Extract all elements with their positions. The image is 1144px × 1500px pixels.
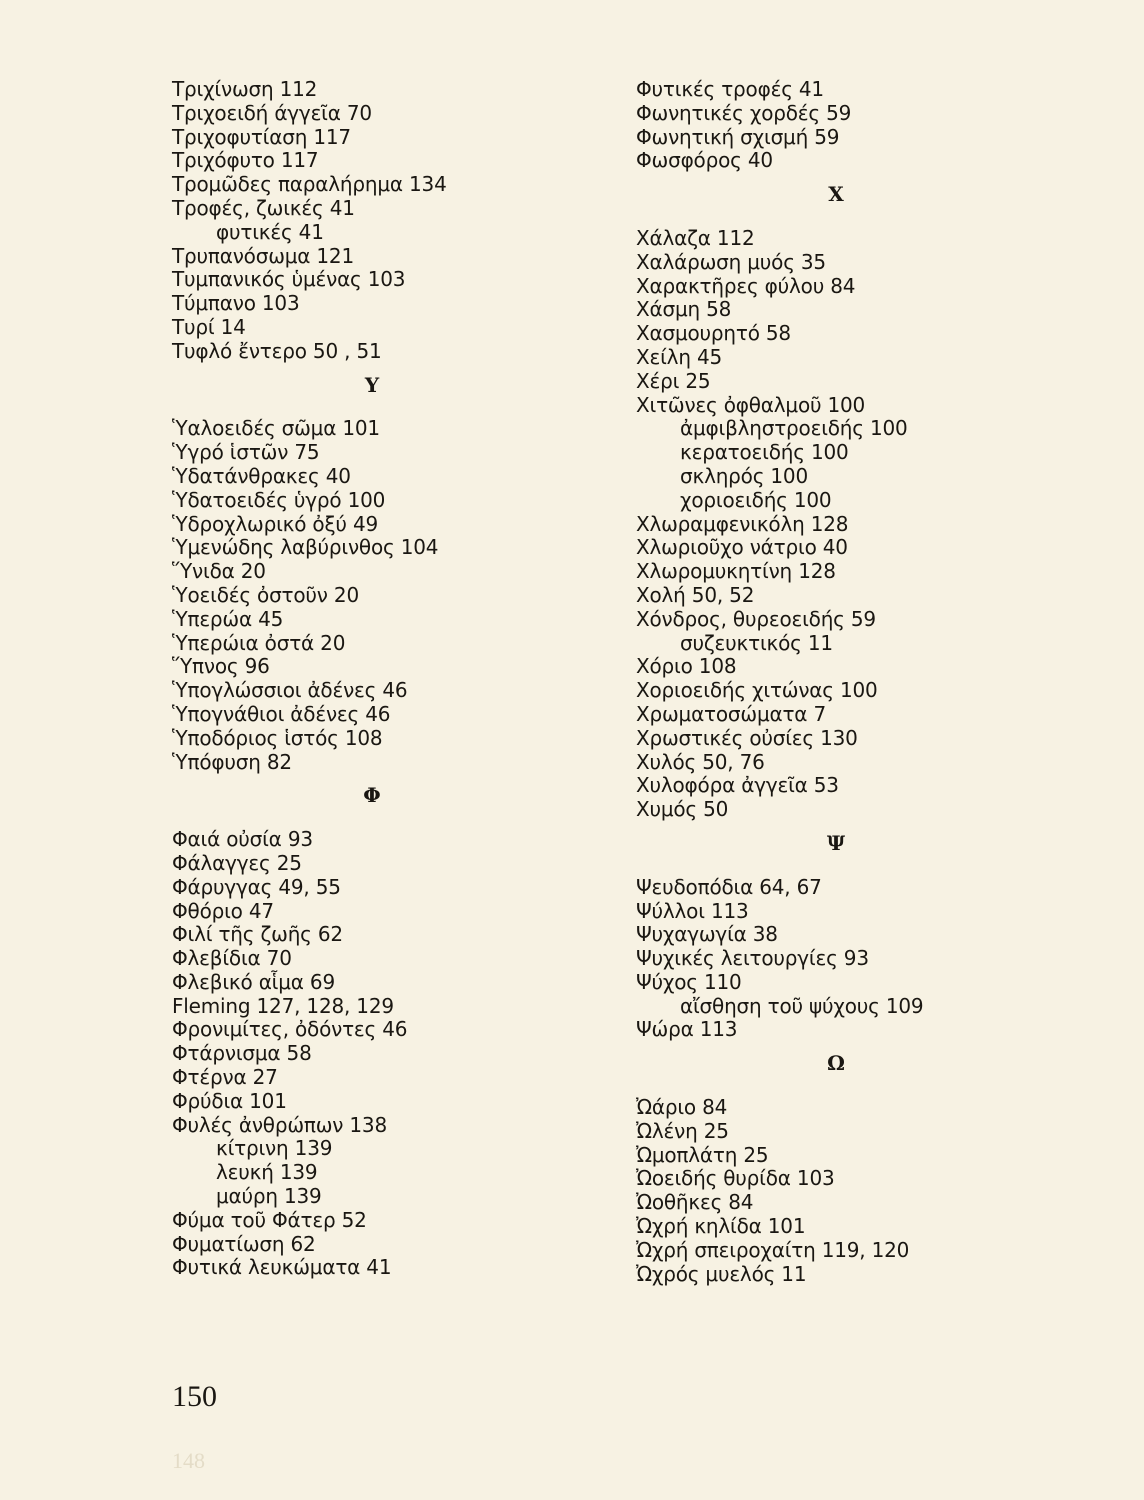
section-letter: Υ bbox=[364, 372, 380, 397]
index-entry: Ψύχος 110 bbox=[636, 969, 742, 994]
section-letter: Ω bbox=[827, 1051, 845, 1076]
index-subentry: φυτικές 41 bbox=[216, 219, 324, 244]
index-entry: Τρυπανόσωμα 121 bbox=[172, 243, 354, 268]
index-entry: Φλεβίδια 70 bbox=[172, 946, 292, 971]
index-entry: Ψύλλοι 113 bbox=[636, 898, 749, 923]
index-entry: Φθόριο 47 bbox=[172, 898, 274, 923]
index-subentry: λευκή 139 bbox=[216, 1160, 318, 1185]
index-entry: Χυλός 50, 76 bbox=[636, 749, 765, 774]
index-entry: Φρονιμίτες, ὀδόντες 46 bbox=[172, 1017, 408, 1042]
index-entry: Ψευδοπόδια 64, 67 bbox=[636, 874, 822, 899]
index-entry: Φυματίωση 62 bbox=[172, 1231, 316, 1256]
index-entry: Χρωματοσώματα 7 bbox=[636, 701, 826, 726]
index-entry: Ὑοειδές ὀστοῦν 20 bbox=[172, 582, 359, 607]
index-entry: Φτέρνα 27 bbox=[172, 1065, 278, 1090]
index-entry: Φιλί τῆς ζωῆς 62 bbox=[172, 922, 343, 947]
index-entry: Τρομῶδες παραλήρημα 134 bbox=[172, 172, 447, 197]
index-entry: Ψυχικές λειτουργίες 93 bbox=[636, 946, 869, 971]
index-entry: Ὠοθῆκες 84 bbox=[636, 1190, 754, 1215]
index-entry: Φρύδια 101 bbox=[172, 1088, 287, 1113]
index-entry: Φύμα τοῦ Φάτερ 52 bbox=[172, 1207, 367, 1232]
index-entry: Φυλές ἀνθρώπων 138 bbox=[172, 1112, 387, 1137]
index-entry: Ὠχρός μυελός 11 bbox=[636, 1261, 807, 1286]
index-entry: Χλωριοῦχο νάτριο 40 bbox=[636, 535, 848, 560]
page-number: 150 bbox=[172, 1380, 217, 1413]
index-entry: Ὑδατάνθρακες 40 bbox=[172, 463, 351, 488]
index-entry: Χαλάρωση μυός 35 bbox=[636, 249, 826, 274]
index-entry: Χυμός 50 bbox=[636, 797, 729, 822]
index-entry: Χιτῶνες ὀφθαλμοῦ 100 bbox=[636, 392, 866, 417]
index-subentry: κερατοειδής 100 bbox=[680, 440, 849, 465]
index-column-left bbox=[172, 78, 592, 1280]
index-subentry: συζευκτικός 11 bbox=[680, 630, 833, 655]
index-entry: Χαρακτῆρες φύλου 84 bbox=[636, 273, 856, 298]
index-entry: Χυλοφόρα ἀγγεῖα 53 bbox=[636, 773, 839, 798]
index-entry: Ὠχρή σπειροχαίτη 119, 120 bbox=[636, 1237, 910, 1262]
index-column-right bbox=[636, 78, 1076, 1286]
index-subentry: μαύρη 139 bbox=[216, 1184, 322, 1209]
section-letter: Φ bbox=[363, 783, 381, 808]
index-entry: Χόριο 108 bbox=[636, 654, 737, 679]
index-entry: Χοριοειδής χιτώνας 100 bbox=[636, 678, 878, 703]
index-entry: Ὠάριο 84 bbox=[636, 1095, 728, 1120]
index-entry: Φάλαγγες 25 bbox=[172, 850, 302, 875]
index-entry: Φτάρνισμα 58 bbox=[172, 1041, 312, 1066]
index-subentry: κίτρινη 139 bbox=[216, 1136, 333, 1161]
index-entry: Χλωρομυκητίνη 128 bbox=[636, 559, 836, 584]
index-subentry: ἀμφιβληστροειδής 100 bbox=[680, 416, 908, 441]
index-subentry: αἴσθηση τοῦ ψύχους 109 bbox=[680, 993, 924, 1018]
index-entry: Ὑποδόριος ἱστός 108 bbox=[172, 725, 383, 750]
section-letter: Ψ bbox=[826, 830, 846, 855]
index-entry: Χείλη 45 bbox=[636, 344, 722, 369]
index-entry: Χολή 50, 52 bbox=[636, 582, 755, 607]
index-entry: Ψυχαγωγία 38 bbox=[636, 922, 778, 947]
index-entry: Ὑπογνάθιοι ἀδένες 46 bbox=[172, 701, 391, 726]
section-letter: Χ bbox=[828, 182, 844, 207]
index-subentry: χοριοειδής 100 bbox=[680, 487, 832, 512]
index-entry: Ὠοειδής θυρίδα 103 bbox=[636, 1166, 835, 1191]
index-entry: Τριχόφυτο 117 bbox=[172, 148, 319, 173]
index-entry: Ὑαλοειδές σῶμα 101 bbox=[172, 416, 380, 441]
index-entry: Ὑμενώδης λαβύρινθος 104 bbox=[172, 535, 439, 560]
index-entry: Ὑπόφυση 82 bbox=[172, 749, 292, 774]
index-subentry: σκληρός 100 bbox=[680, 463, 808, 488]
index-entry: Χέρι 25 bbox=[636, 368, 711, 393]
index-entry: Φωνητικές χορδές 59 bbox=[636, 100, 852, 125]
index-entry: Χόνδρος, θυρεοειδής 59 bbox=[636, 606, 876, 631]
index-entry: Ὑπερώια ὀστά 20 bbox=[172, 630, 346, 655]
index-entry: Φαιά οὐσία 93 bbox=[172, 827, 313, 852]
index-entry: Τριχίνωση 112 bbox=[172, 77, 318, 101]
index-entry: Τυρί 14 bbox=[172, 314, 246, 339]
index-entry: Ὑγρό ἱστῶν 75 bbox=[172, 440, 320, 465]
index-entry: Τύμπανο 103 bbox=[172, 291, 300, 316]
index-entry: Ὠχρή κηλίδα 101 bbox=[636, 1214, 806, 1239]
index-entry: Ὕπνος 96 bbox=[172, 654, 270, 679]
index-entry: Τριχοφυτίαση 117 bbox=[172, 124, 351, 149]
index-entry: Ὑδατοειδές ὑγρό 100 bbox=[172, 487, 386, 512]
index-entry: Τυφλό ἔντερο 50 , 51 bbox=[172, 338, 382, 363]
index-entry: Τροφές, ζωικές 41 bbox=[172, 195, 355, 220]
index-entry: Φωνητική σχισμή 59 bbox=[636, 124, 840, 149]
index-entry: Χάλαζα 112 bbox=[636, 225, 755, 250]
index-entry: Ὑπερώα 45 bbox=[172, 606, 284, 631]
index-entry: Χλωραμφενικόλη 128 bbox=[636, 511, 849, 536]
index-entry: Χασμουρητό 58 bbox=[636, 321, 791, 346]
index-entry: Φλεβικό αἷμα 69 bbox=[172, 969, 335, 994]
index-entry: Φυτικές τροφές 41 bbox=[636, 77, 824, 101]
index-entry: Τυμπανικός ὑμένας 103 bbox=[172, 267, 406, 292]
index-entry: Fleming 127, 128, 129 bbox=[172, 993, 394, 1018]
index-entry: Φωσφόρος 40 bbox=[636, 148, 773, 173]
index-entry: Φάρυγγας 49, 55 bbox=[172, 874, 341, 899]
index-entry: Ὠλένη 25 bbox=[636, 1118, 729, 1143]
index-entry: Τριχοειδή άγγεῖα 70 bbox=[172, 100, 372, 125]
bleed-through-page-number: 148 bbox=[172, 1448, 205, 1473]
index-entry: Ὑδροχλωρικό ὀξύ 49 bbox=[172, 511, 378, 536]
index-entry: Φυτικά λευκώματα 41 bbox=[172, 1255, 392, 1280]
index-entry: Ὑπογλώσσιοι ἀδένες 46 bbox=[172, 678, 408, 703]
index-entry: Χάσμη 58 bbox=[636, 297, 732, 322]
index-entry: Ὕνιδα 20 bbox=[172, 559, 266, 584]
index-entry: Χρωστικές οὐσίες 130 bbox=[636, 725, 858, 750]
index-entry: Ψώρα 113 bbox=[636, 1017, 738, 1042]
index-entry: Ὠμοπλάτη 25 bbox=[636, 1142, 769, 1167]
